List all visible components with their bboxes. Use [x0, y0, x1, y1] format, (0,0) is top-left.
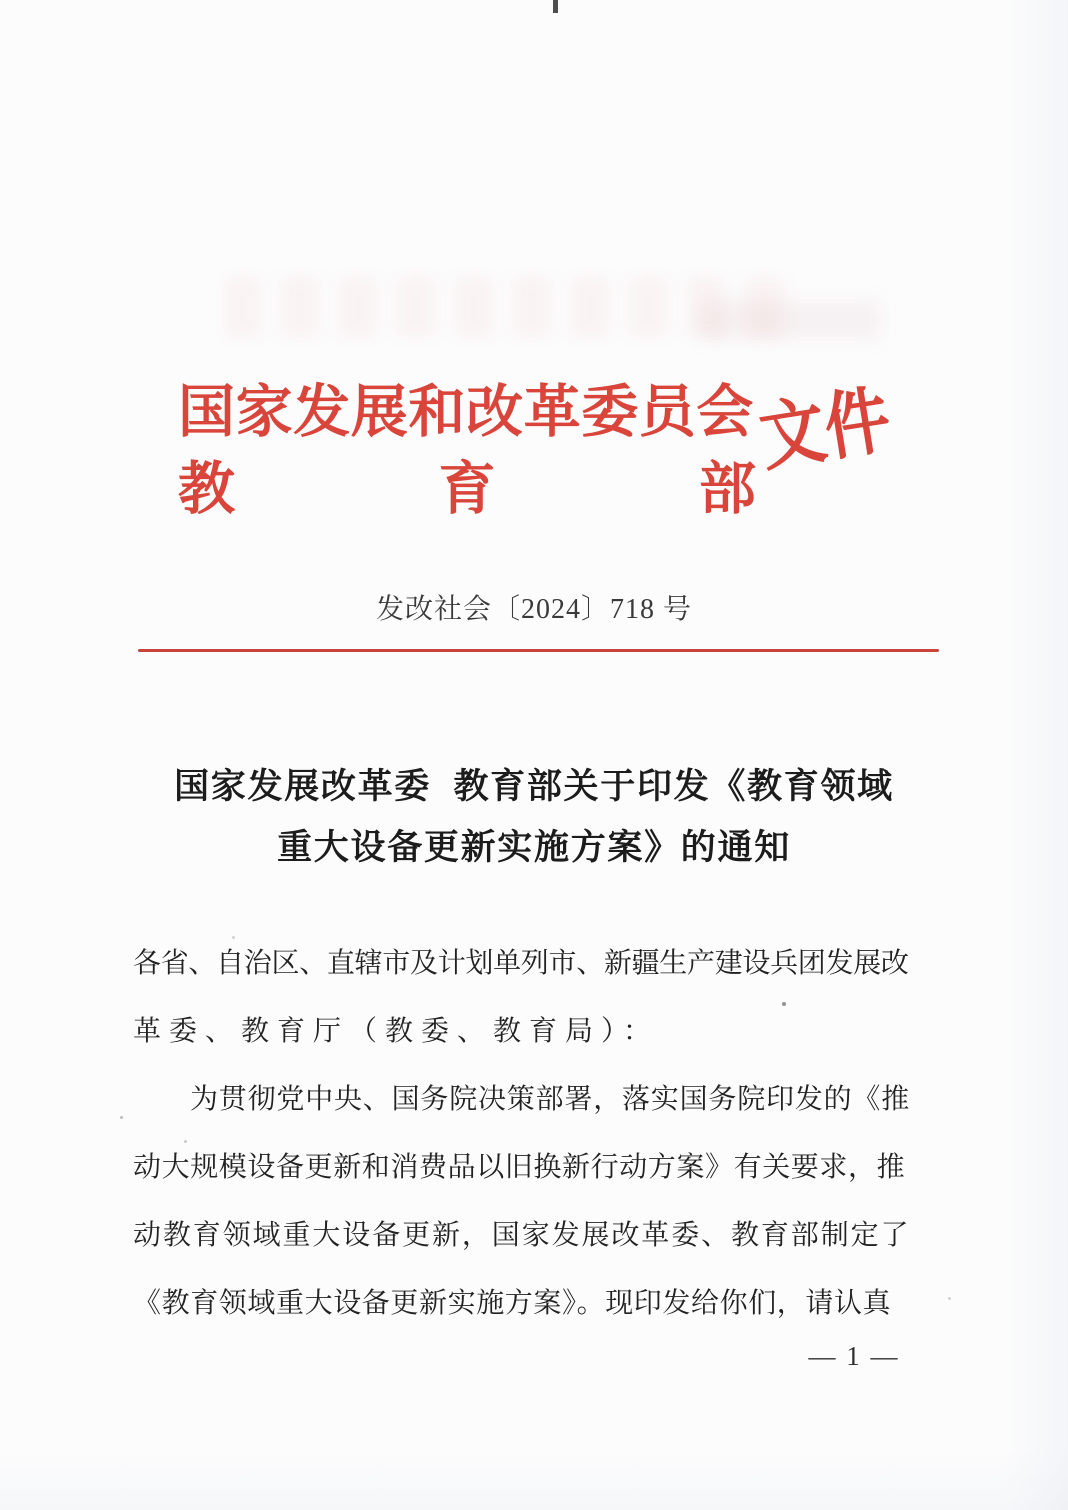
body-line-paragraph-2: 动大规模设备更新和消费品以旧换新行动方案》有关要求，推 — [133, 1152, 906, 1183]
document-type-label: 文件 — [754, 379, 897, 481]
body-line-paragraph-1: 为贯彻党中央、国务院决策部署，落实国务院印发的《推 — [190, 1084, 911, 1115]
issuer-moe-char-3: 部 — [699, 458, 756, 521]
body-line-paragraph-4: 《教育领域重大设备更新实施方案》。现印发给你们，请认真 — [133, 1288, 892, 1319]
scan-speck — [782, 1002, 786, 1006]
body-line-paragraph-3: 动教育领域重大设备更新，国家发展改革委、教育部制定了 — [133, 1220, 911, 1251]
scanner-artifact-tick — [553, 0, 558, 13]
document-title-line-1: 国家发展改革委 教育部关于印发《教育领域 — [174, 767, 894, 806]
document-reference-number: 发改社会〔2024〕718 号 — [375, 594, 692, 625]
document-body — [133, 930, 933, 1338]
scan-speck — [948, 1297, 951, 1300]
issuer-agency-ndrc: 国家发展和改革委员会 — [178, 381, 754, 444]
ink-bleed-ghost-secondary — [700, 300, 880, 340]
issuer-moe-char-1: 教 — [178, 458, 235, 521]
letterhead — [178, 378, 756, 522]
document-title-line-2: 重大设备更新实施方案》的通知 — [277, 828, 791, 867]
scan-speck — [184, 1140, 187, 1143]
red-separator-rule — [138, 649, 939, 652]
document-title — [0, 756, 1068, 878]
issuer-moe-char-2: 育 — [438, 458, 496, 521]
scan-speck — [232, 936, 235, 939]
body-line-addressees-1: 各省、自治区、直辖市及计划单列市、新疆生产建设兵团发展改 — [133, 948, 909, 979]
scan-speck — [120, 1116, 123, 1119]
page-number: — 1 — — [808, 1341, 900, 1371]
body-line-addressees-2: 革委、教育厅（教委、教育局）： — [133, 1016, 660, 1047]
issuer-agency-moe — [178, 458, 756, 522]
